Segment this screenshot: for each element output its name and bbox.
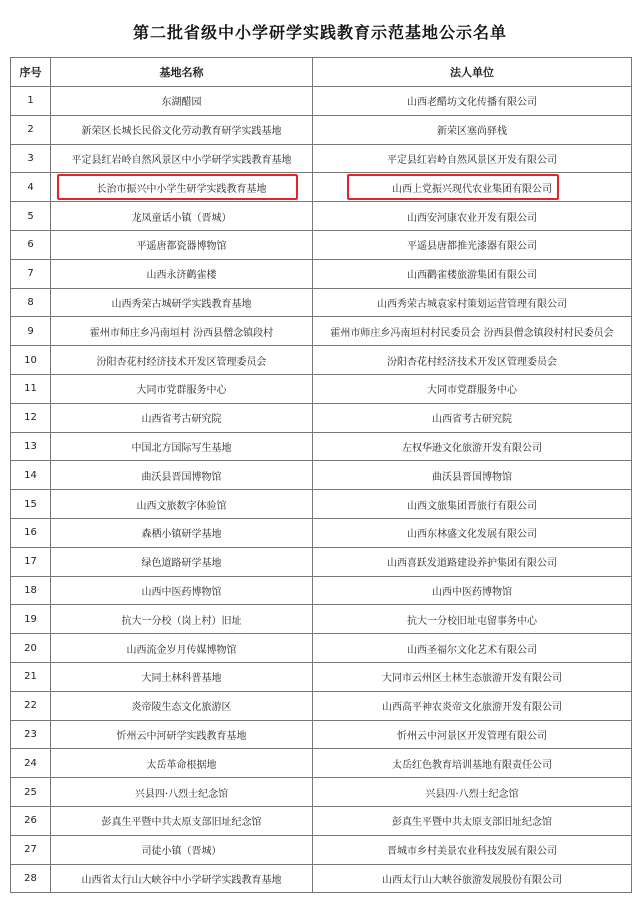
row-base-name bbox=[51, 144, 313, 173]
row-index: 18 bbox=[11, 576, 51, 605]
row-base-name bbox=[51, 634, 313, 663]
header-unit: 法人单位 bbox=[313, 58, 632, 87]
table-row bbox=[11, 115, 632, 144]
row-index: 23 bbox=[11, 720, 51, 749]
row-base-name bbox=[51, 432, 313, 461]
row-index: 24 bbox=[11, 749, 51, 778]
legal-unit-text: 平定县红岩岭自然风景区开发有限公司 bbox=[387, 154, 557, 166]
legal-unit-text: 晋城市乡村美景农业科技发展有限公司 bbox=[387, 846, 557, 858]
table-row bbox=[11, 346, 632, 375]
row-base-name bbox=[51, 288, 313, 317]
row-legal-unit bbox=[313, 634, 632, 663]
base-name-text: 霍州市师庄乡冯南垣村 汾西县僧念镇段村 bbox=[89, 327, 274, 339]
legal-unit-text: 大同市党群服务中心 bbox=[427, 385, 517, 397]
row-index: 19 bbox=[11, 605, 51, 634]
row-base-name bbox=[51, 778, 313, 807]
base-name-text: 东湖醋园 bbox=[161, 97, 202, 109]
base-name-text: 炎帝陵生态文化旅游区 bbox=[131, 702, 232, 714]
row-base-name bbox=[51, 605, 313, 634]
row-legal-unit bbox=[313, 605, 632, 634]
row-base-name bbox=[51, 806, 313, 835]
base-name-text: 彭真生平暨中共太原支部旧址纪念馆 bbox=[101, 817, 262, 829]
row-legal-unit bbox=[313, 691, 632, 720]
row-index: 17 bbox=[11, 547, 51, 576]
row-base-name bbox=[51, 461, 313, 490]
legal-unit-text: 平遥县唐都推光漆器有限公司 bbox=[407, 241, 537, 253]
base-name-text: 山西秀荣古城研学实践教育基地 bbox=[111, 298, 252, 310]
row-index: 28 bbox=[11, 864, 51, 893]
legal-unit-text: 兴县四·八烈士纪念馆 bbox=[425, 788, 519, 800]
legal-unit-text: 山西东林盛文化发展有限公司 bbox=[407, 529, 537, 541]
legal-unit-text: 山西鹳雀楼旅游集团有限公司 bbox=[407, 270, 537, 282]
row-base-name bbox=[51, 576, 313, 605]
row-index: 26 bbox=[11, 806, 51, 835]
row-base-name bbox=[51, 374, 313, 403]
base-name-text: 兴县四·八烈士纪念馆 bbox=[134, 788, 229, 800]
table-row bbox=[11, 87, 632, 116]
row-base-name bbox=[51, 87, 313, 116]
base-list-table bbox=[10, 57, 632, 893]
table-row bbox=[11, 749, 632, 778]
legal-unit-text: 山西老醋坊文化传播有限公司 bbox=[407, 97, 537, 109]
base-name-text: 司徒小镇（晋城） bbox=[141, 846, 222, 858]
row-base-name bbox=[51, 835, 313, 864]
base-name-text: 山西中医药博物馆 bbox=[141, 586, 222, 598]
legal-unit-text: 山西太行山大峡谷旅游发展股份有限公司 bbox=[382, 874, 562, 886]
table-row bbox=[11, 317, 632, 346]
table-row bbox=[11, 259, 632, 288]
table-row bbox=[11, 864, 632, 893]
row-index: 10 bbox=[11, 346, 51, 375]
row-legal-unit bbox=[313, 662, 632, 691]
row-base-name bbox=[51, 230, 313, 259]
legal-unit-text: 山西上党振兴现代农业集团有限公司 bbox=[392, 183, 552, 195]
legal-unit-text: 山西高平神农炎帝文化旅游开发有限公司 bbox=[382, 702, 562, 714]
row-base-name bbox=[51, 662, 313, 691]
row-base-name bbox=[51, 115, 313, 144]
table-row bbox=[11, 576, 632, 605]
legal-unit-text: 山西秀荣古城袁家村策划运营管理有限公司 bbox=[377, 298, 567, 310]
row-base-name bbox=[51, 202, 313, 231]
row-index: 15 bbox=[11, 490, 51, 519]
row-index: 27 bbox=[11, 835, 51, 864]
base-name-text: 抗大一分校（岗上村）旧址 bbox=[121, 615, 242, 627]
page-title: 第二批省级中小学研学实践教育示范基地公示名单 bbox=[132, 23, 507, 42]
row-base-name bbox=[51, 317, 313, 346]
row-legal-unit bbox=[313, 230, 632, 259]
legal-unit-text: 山西省考古研究院 bbox=[432, 414, 512, 426]
row-legal-unit bbox=[313, 87, 632, 116]
row-index: 7 bbox=[11, 259, 51, 288]
row-base-name bbox=[51, 720, 313, 749]
base-name-text: 山西流金岁月传媒博物馆 bbox=[126, 644, 237, 656]
base-name-text: 汾阳杏花村经济技术开发区管理委员会 bbox=[96, 356, 267, 368]
table-row bbox=[11, 288, 632, 317]
legal-unit-text: 太岳红色教育培训基地有限责任公司 bbox=[392, 759, 552, 771]
row-index: 6 bbox=[11, 230, 51, 259]
table-row bbox=[11, 173, 632, 202]
base-name-text: 中国北方国际写生基地 bbox=[131, 442, 232, 454]
row-legal-unit bbox=[313, 346, 632, 375]
row-index: 22 bbox=[11, 691, 51, 720]
base-name-text: 绿色道路研学基地 bbox=[141, 558, 222, 570]
base-name-text: 山西永济鹳雀楼 bbox=[146, 270, 217, 282]
row-index: 12 bbox=[11, 403, 51, 432]
row-index: 13 bbox=[11, 432, 51, 461]
base-name-text: 大同市党群服务中心 bbox=[136, 385, 227, 397]
table-row bbox=[11, 720, 632, 749]
table-row bbox=[11, 202, 632, 231]
table-row bbox=[11, 634, 632, 663]
legal-unit-text: 忻州云中河景区开发管理有限公司 bbox=[397, 730, 547, 742]
legal-unit-text: 左权华逊文化旅游开发有限公司 bbox=[402, 442, 542, 454]
legal-unit-text: 曲沃县晋国博物馆 bbox=[432, 471, 512, 483]
base-name-text: 新荣区长城长民俗文化劳动教育研学实践基地 bbox=[81, 126, 282, 138]
row-index: 16 bbox=[11, 518, 51, 547]
table-row bbox=[11, 778, 632, 807]
legal-unit-text: 汾阳杏花村经济技术开发区管理委员会 bbox=[387, 356, 557, 368]
row-index: 3 bbox=[11, 144, 51, 173]
row-base-name bbox=[51, 173, 313, 202]
table-row bbox=[11, 835, 632, 864]
base-name-text: 曲沃县晋国博物馆 bbox=[141, 471, 222, 483]
row-index: 25 bbox=[11, 778, 51, 807]
legal-unit-text: 山西中医药博物馆 bbox=[432, 586, 512, 598]
legal-unit-text: 山西喜跃发道路建设养护集团有限公司 bbox=[387, 558, 557, 570]
row-index: 9 bbox=[11, 317, 51, 346]
base-name-text: 龙凤童话小镇（晋城） bbox=[131, 212, 232, 224]
legal-unit-text: 彭真生平暨中共太原支部旧址纪念馆 bbox=[392, 817, 552, 829]
row-legal-unit bbox=[313, 115, 632, 144]
legal-unit-text: 山西安河康农业开发有限公司 bbox=[407, 212, 537, 224]
base-name-text: 山西省太行山大峡谷中小学研学实践教育基地 bbox=[81, 874, 282, 886]
table-header-row bbox=[11, 58, 632, 87]
row-legal-unit bbox=[313, 202, 632, 231]
row-legal-unit bbox=[313, 749, 632, 778]
legal-unit-text: 山西圣福尔文化艺术有限公司 bbox=[407, 644, 537, 656]
table-row bbox=[11, 605, 632, 634]
row-index: 5 bbox=[11, 202, 51, 231]
table-row bbox=[11, 518, 632, 547]
table-row bbox=[11, 432, 632, 461]
row-legal-unit bbox=[313, 518, 632, 547]
legal-unit-text: 大同市云州区土林生态旅游开发有限公司 bbox=[382, 673, 562, 685]
row-legal-unit bbox=[313, 374, 632, 403]
row-base-name bbox=[51, 259, 313, 288]
header-name: 基地名称 bbox=[51, 58, 313, 87]
row-index: 20 bbox=[11, 634, 51, 663]
row-base-name bbox=[51, 547, 313, 576]
row-legal-unit bbox=[313, 576, 632, 605]
row-legal-unit bbox=[313, 432, 632, 461]
row-index: 4 bbox=[11, 173, 51, 202]
table-row bbox=[11, 662, 632, 691]
row-legal-unit bbox=[313, 144, 632, 173]
row-base-name bbox=[51, 346, 313, 375]
row-index: 8 bbox=[11, 288, 51, 317]
base-name-text: 山西省考古研究院 bbox=[141, 414, 222, 426]
legal-unit-text: 霍州市师庄乡冯南垣村村民委员会 汾西县僧念镇段村村民委员会 bbox=[330, 327, 614, 339]
row-index: 1 bbox=[11, 87, 51, 116]
row-base-name bbox=[51, 749, 313, 778]
base-name-text: 长治市振兴中小学生研学实践教育基地 bbox=[96, 183, 267, 195]
row-legal-unit bbox=[313, 173, 632, 202]
table-row bbox=[11, 374, 632, 403]
row-legal-unit bbox=[313, 288, 632, 317]
row-index: 21 bbox=[11, 662, 51, 691]
base-name-text: 大同土林科普基地 bbox=[141, 673, 222, 685]
row-legal-unit bbox=[313, 403, 632, 432]
legal-unit-text: 山西文旅集团晋旅行有限公司 bbox=[407, 500, 537, 512]
row-legal-unit bbox=[313, 720, 632, 749]
table-row bbox=[11, 547, 632, 576]
row-base-name bbox=[51, 403, 313, 432]
row-legal-unit bbox=[313, 461, 632, 490]
base-name-text: 山西文旅数字体验馆 bbox=[136, 500, 227, 512]
row-base-name bbox=[51, 518, 313, 547]
base-name-text: 森栖小镇研学基地 bbox=[141, 529, 222, 541]
row-legal-unit bbox=[313, 547, 632, 576]
row-legal-unit bbox=[313, 317, 632, 346]
table-row bbox=[11, 461, 632, 490]
table-row bbox=[11, 691, 632, 720]
row-legal-unit bbox=[313, 864, 632, 893]
row-base-name bbox=[51, 691, 313, 720]
table-row bbox=[11, 403, 632, 432]
row-base-name bbox=[51, 864, 313, 893]
row-index: 14 bbox=[11, 461, 51, 490]
table-row bbox=[11, 490, 632, 519]
table-row bbox=[11, 144, 632, 173]
row-legal-unit bbox=[313, 835, 632, 864]
base-name-text: 太岳革命根据地 bbox=[146, 759, 217, 771]
row-legal-unit bbox=[313, 806, 632, 835]
table-row bbox=[11, 806, 632, 835]
legal-unit-text: 抗大一分校旧址屯留事务中心 bbox=[407, 615, 537, 627]
row-legal-unit bbox=[313, 490, 632, 519]
row-base-name bbox=[51, 490, 313, 519]
base-name-text: 忻州云中河研学实践教育基地 bbox=[116, 730, 247, 742]
row-legal-unit bbox=[313, 778, 632, 807]
row-index: 11 bbox=[11, 374, 51, 403]
legal-unit-text: 新荣区塞尚驿栈 bbox=[437, 126, 507, 138]
base-name-text: 平定县红岩岭自然风景区中小学研学实践教育基地 bbox=[71, 154, 292, 166]
table-row bbox=[11, 230, 632, 259]
base-name-text: 平遥唐都瓷器博物馆 bbox=[136, 241, 227, 253]
header-index: 序号 bbox=[11, 58, 51, 87]
row-legal-unit bbox=[313, 259, 632, 288]
row-index: 2 bbox=[11, 115, 51, 144]
